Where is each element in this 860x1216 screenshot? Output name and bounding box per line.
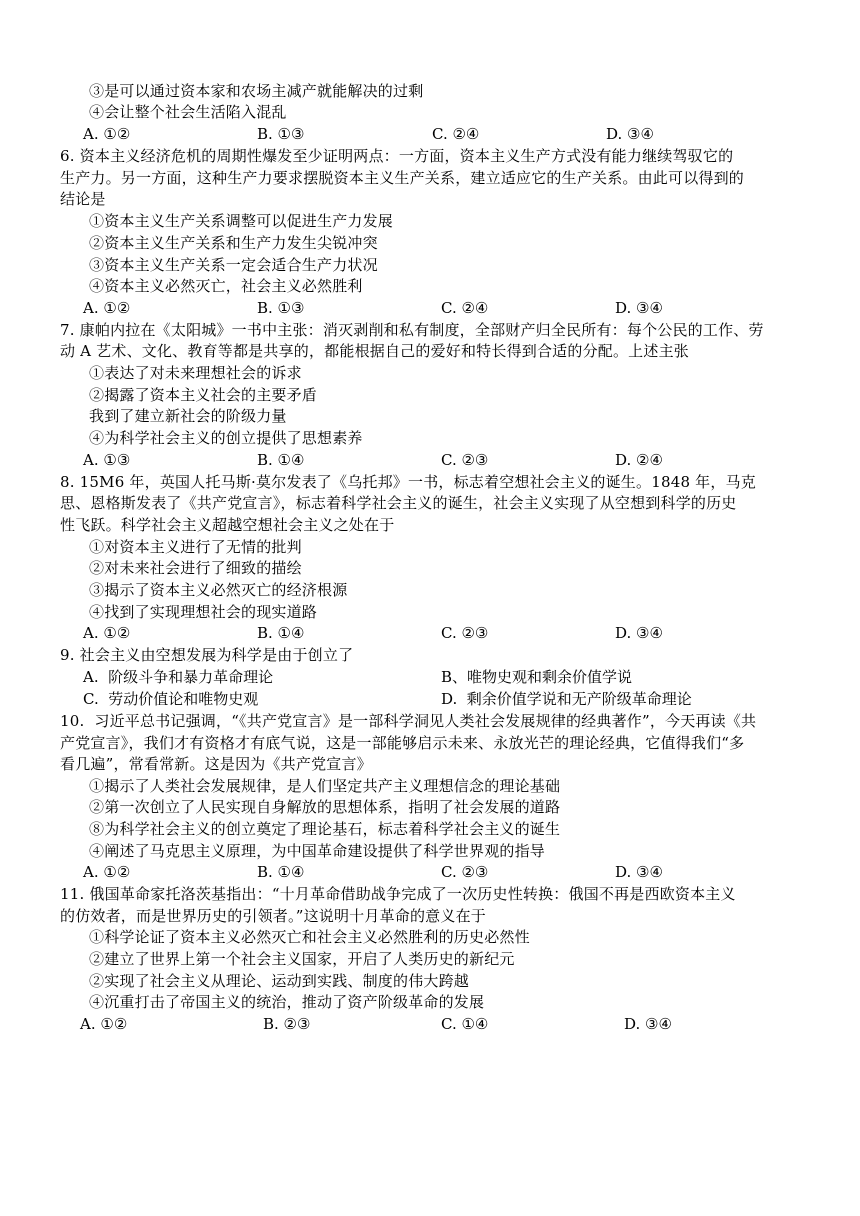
q9-option-d: D. 剩余价值学说和无产阶级革命理论 (441, 690, 692, 708)
q5-option-b: B. ①③ (257, 125, 305, 143)
q6-statement-3: ③资本主义生产关系一定会适合生产力状况 (89, 256, 378, 274)
q7-statement-1: ①表达了对未来理想社会的诉求 (89, 364, 302, 382)
q7-option-b: B. ①④ (257, 451, 305, 469)
q8-option-d: D. ③④ (615, 624, 663, 642)
q8-option-c: C. ②③ (441, 624, 489, 642)
q11-statement-1: ①科学论证了资本主义必然灭亡和社会主义必然胜利的历史必然性 (89, 928, 530, 946)
q11-stem-line-2: 的仿效者，而是世界历史的引领者。”这说明十月革命的意义在于 (60, 907, 486, 925)
q11-option-c: C. ①④ (441, 1015, 489, 1033)
q7-statement-4: ④为科学社会主义的创立提供了思想素养 (89, 429, 363, 447)
q10-stem-line-1: 10. 习近平总书记强调，“《共产党宣言》是一部科学洞见人类社会发展规律的经典著作”，今天再读《共 (60, 712, 757, 730)
q8-statement-2: ②对未来社会进行了细致的描绘 (89, 559, 302, 577)
q10-option-d: D. ③④ (615, 863, 663, 881)
q8-statement-4: ④找到了实现理想社会的现实道路 (89, 603, 318, 621)
q5-option-d: D. ③④ (606, 125, 654, 143)
q10-option-b: B. ①④ (257, 863, 305, 881)
q10-statement-2: ②第一次创立了人民实现自身解放的思想体系，指明了社会发展的道路 (89, 798, 561, 816)
q8-statement-3: ③揭示了资本主义必然灭亡的经济根源 (89, 581, 348, 599)
q8-stem-line-1: 8. 15M6 年，英国人托马斯·莫尔发表了《乌托邦》一书，标志着空想社会主义的诞生。1848 年，马克 (60, 473, 756, 491)
q5-statement-3: ③是可以通过资本家和农场主减产就能解决的过剩 (89, 82, 424, 100)
q11-statement-4: ④沉重打击了帝国主义的统治，推动了资产阶级革命的发展 (89, 993, 485, 1011)
q9-option-b: B、唯物史观和剩余价值学说 (441, 668, 633, 686)
q11-stem-line-1: 11. 俄国革命家托洛茨基指出：“十月革命借助战争完成了一次历史性转换：俄国不再是西欧资本主义 (60, 885, 736, 903)
q6-stem-line-2: 生产力。另一方面，这种生产力要求摆脱资本主义生产关系，建立适应它的生产关系。由此可以得到的 (60, 169, 745, 187)
q10-option-a: A. ①② (83, 863, 131, 881)
q8-statement-1: ①对资本主义进行了无情的批判 (89, 538, 302, 556)
q10-stem-line-3: 看几遍”，常看常新。这是因为《共产党宣言》 (60, 755, 372, 773)
q8-option-a: A. ①② (83, 624, 131, 642)
q9-stem: 9. 社会主义由空想发展为科学是由于创立了 (60, 646, 354, 664)
q6-stem-line-3: 结论是 (60, 190, 106, 208)
q11-option-b: B. ②③ (263, 1015, 311, 1033)
q5-statement-4: ④会让整个社会生活陷入混乱 (89, 103, 287, 121)
q7-statement-3: 我到了建立新社会的阶级力量 (89, 407, 287, 425)
q7-stem-line-1: 7. 康帕内拉在《太阳城》一书中主张：消灭剥削和私有制度，全部财产归全民所有：每个公民的工作、劳 (60, 321, 764, 339)
q5-option-a: A. ①② (83, 125, 131, 143)
q11-option-a: A. ①② (80, 1015, 128, 1033)
q5-option-c: C. ②④ (432, 125, 480, 143)
q6-option-c: C. ②④ (441, 299, 489, 317)
q11-statement-3: ②实现了社会主义从理论、运动到实践、制度的伟大跨越 (89, 972, 470, 990)
q6-statement-1: ①资本主义生产关系调整可以促进生产力发展 (89, 212, 394, 230)
q7-option-d: D. ②④ (615, 451, 663, 469)
q8-stem-line-2: 思、恩格斯发表了《共产党宣言》，标志着科学社会主义的诞生，社会主义实现了从空想到科学的历史 (60, 494, 737, 512)
q7-option-c: C. ②③ (441, 451, 489, 469)
q6-statement-2: ②资本主义生产关系和生产力发生尖锐冲突 (89, 234, 378, 252)
q10-statement-1: ①揭示了人类社会发展规律，是人们坚定共产主义理想信念的理论基础 (89, 777, 561, 795)
q7-statement-2: ②揭露了资本主义社会的主要矛盾 (89, 386, 318, 404)
q6-option-a: A. ①② (83, 299, 131, 317)
q10-statement-3: ⑧为科学社会主义的创立奠定了理论基石，标志着科学社会主义的诞生 (89, 820, 561, 838)
q7-stem-line-2: 动 A 艺术、文化、教育等都是共享的，都能根据自己的爱好和特长得到合适的分配。上述主张 (60, 342, 689, 360)
q7-option-a: A. ①③ (83, 451, 131, 469)
q9-option-a: A. 阶级斗争和暴力革命理论 (83, 668, 274, 686)
q10-option-c: C. ②③ (441, 863, 489, 881)
q8-stem-line-3: 性飞跃。科学社会主义超越空想社会主义之处在于 (60, 516, 395, 534)
q11-option-d: D. ③④ (624, 1015, 672, 1033)
q6-stem-line-1: 6. 资本主义经济危机的周期性爆发至少证明两点：一方面，资本主义生产方式没有能力继续驾驭它的 (60, 147, 734, 165)
q6-option-b: B. ①③ (257, 299, 305, 317)
q6-option-d: D. ③④ (615, 299, 663, 317)
q11-statement-2: ②建立了世界上第一个社会主义国家，开启了人类历史的新纪元 (89, 950, 515, 968)
q6-statement-4: ④资本主义必然灭亡，社会主义必然胜利 (89, 277, 363, 295)
q10-stem-line-2: 产党宣言》，我们才有资格才有底气说，这是一部能够启示未来、永放光芒的理论经典，它值得我们“多 (60, 734, 745, 752)
q9-option-c: C. 劳动价值论和唯物史观 (83, 690, 259, 708)
q10-statement-4: ④阐述了马克思主义原理，为中国革命建设提供了科学世界观的指导 (89, 842, 546, 860)
q8-option-b: B. ①④ (257, 624, 305, 642)
